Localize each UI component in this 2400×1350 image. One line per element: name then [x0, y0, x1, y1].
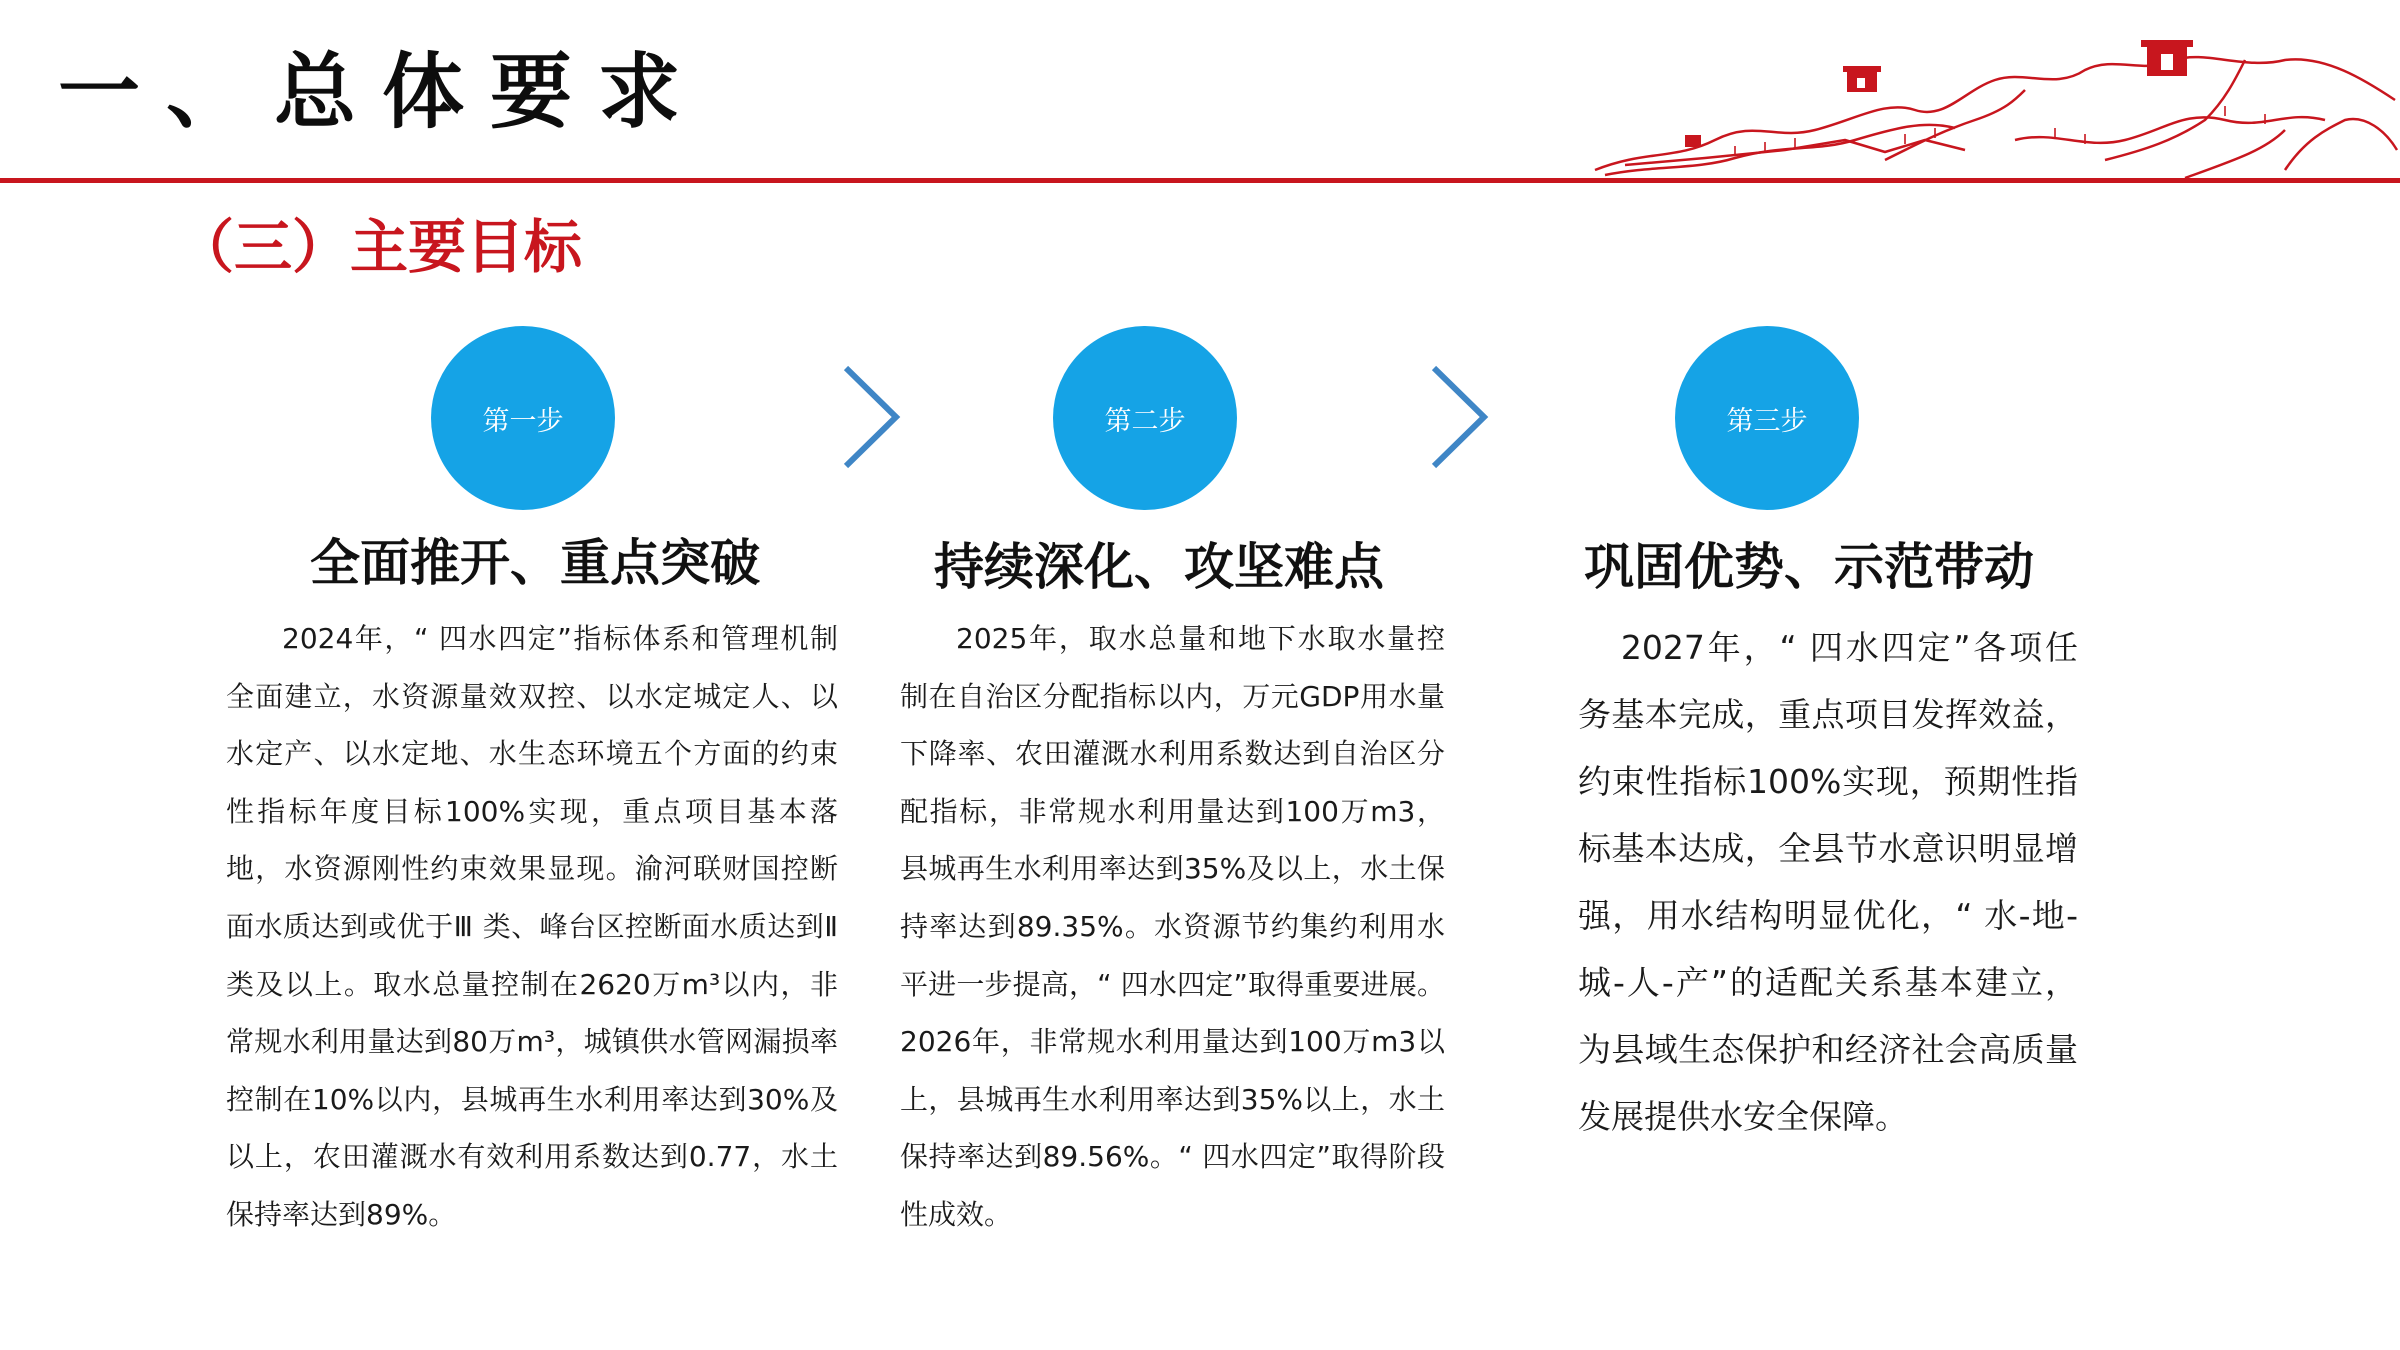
great-wall-icon	[1585, 40, 2400, 180]
step-2-heading: 持续深化、攻坚难点	[934, 538, 1384, 596]
step-1-label: 第一步	[482, 405, 564, 437]
step-3-circle	[1675, 326, 1859, 510]
chevron-right-icon	[1428, 362, 1492, 472]
step-3-body: 2027年，“ 四水四定”各项任务基本完成，重点项目发挥效益，约束性指标100%实现，预期性指标基本达成，全县节水意识明显增强，用水结构明显优化，“ 水-地-城-人-产”的适配关系基本建立，为县域生态保护和经济社会高质量发展提供水安全保障。	[1578, 628, 2078, 1136]
step-1-body: 2024年，“ 四水四定”指标体系和管理机制全面建立，水资源量效双控、以水定城定人、以水定产、以水定地、水生态环境五个方面的约束性指标年度目标100%实现，重点项目基本落地，水资源刚性约束效果显现。渝河联财国控断面水质达到或优于Ⅲ 类、峰台区控断面水质达到Ⅱ 类及以上。取水总量控制在2620万m³以内，非常规水利用量达到80万m³，城镇供水管网漏损率控制在10%以内，县城再生水利用率达到30%及以上，农田灌溉水有效利用系数达到0.77，水土保持率达到89%。	[226, 622, 838, 1231]
step-1-circle	[431, 326, 615, 510]
step-3-heading: 巩固优势、示范带动	[1584, 538, 2034, 596]
step-2-body: 2025年，取水总量和地下水取水量控制在自治区分配指标以内，万元GDP用水量下降率、农田灌溉水利用系数达到自治区分配指标，非常规水利用量达到100万m3，县城再生水利用率达到35%及以上，水土保持率达到89.35%。水资源节约集约利用水平进一步提高，“ 四水四定”取得重要进展。2026年，非常规水利用量达到100万m3以上，县城再生水利用率达到35%以上，水土保持率达到89.56%。“ 四水四定”取得阶段性成效。	[900, 622, 1445, 1231]
step-2-label: 第二步	[1104, 405, 1186, 437]
header-divider	[0, 178, 2400, 183]
chevron-right-icon	[840, 362, 904, 472]
section-subtitle: （三）主要目标	[176, 213, 583, 281]
step-1-heading: 全面推开、重点突破	[310, 534, 760, 592]
step-2-circle	[1053, 326, 1237, 510]
step-3-label: 第三步	[1726, 405, 1808, 437]
page-title: 一、总体要求	[58, 45, 707, 140]
